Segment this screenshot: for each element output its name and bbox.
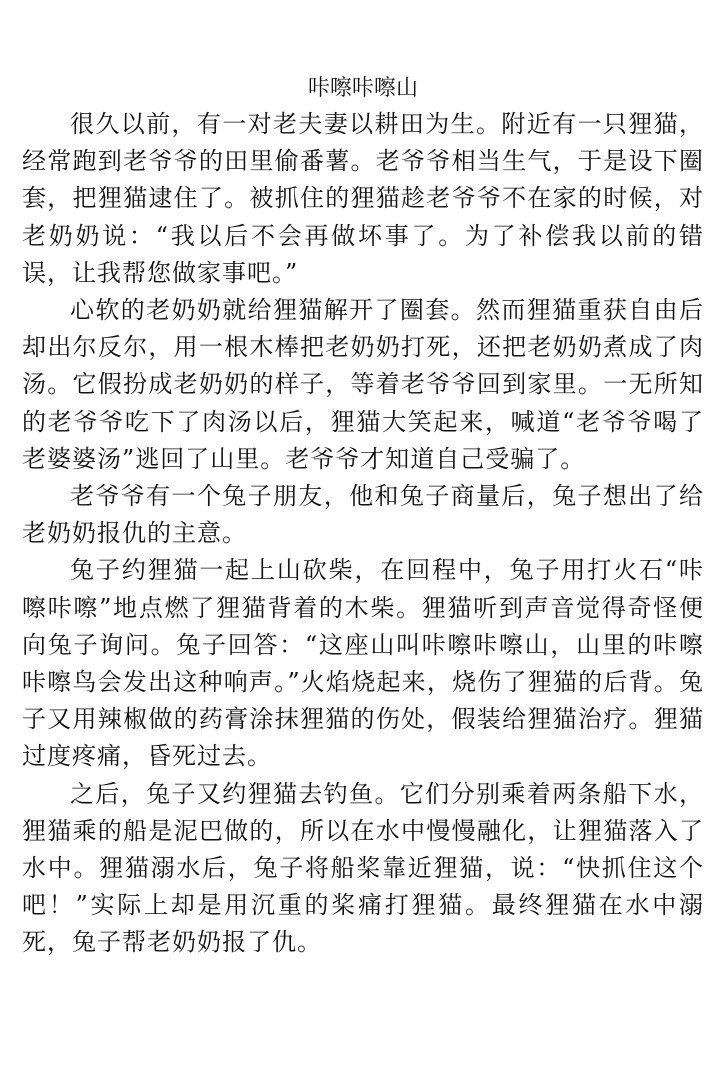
paragraph-4: 兔子约狸猫一起上山砍柴，在回程中，兔子用打火石“咔嚓咔嚓”地点燃了狸猫背着的木柴。狸猫听到声音觉得奇怪便向兔子询问。兔子回答：“这座山叫咔嚓咔嚓山，山里的咔嚓咔嚓鸟会发出这种响声。”火焰烧起来，烧伤了狸猫的后背。兔子又用辣椒做的药膏涂抹狸猫的伤处，假装给狸猫治疗。狸猫过度疼痛，昏死过去。 [22, 556, 704, 771]
paragraph-1: 很久以前，有一对老夫妻以耕田为生。附近有一只狸猫，经常跑到老爷爷的田里偷番薯。老爷爷相当生气，于是设下圈套，把狸猫逮住了。被抓住的狸猫趁老爷爷不在家的时候，对老奶奶说：“我以后不会再做坏事了。为了补偿我以前的错误，让我帮您做家事吧。” [22, 110, 704, 287]
document-title: 咔嚓咔嚓山 [307, 76, 418, 101]
paragraph-2: 心软的老奶奶就给狸猫解开了圈套。然而狸猫重获自由后却出尔反尔，用一根木棒把老奶奶打死，还把老奶奶煮成了肉汤。它假扮成老奶奶的样子，等着老爷爷回到家里。一无所知的老爷爷吃下了肉汤以后，狸猫大笑起来，喊道“老爷爷喝了老婆婆汤”逃回了山里。老爷爷才知道自己受骗了。 [22, 296, 704, 473]
paragraph-3: 老爷爷有一个兔子朋友，他和兔子商量后，兔子想出了给老奶奶报仇的主意。 [22, 482, 704, 548]
paragraph-5: 之后，兔子又约狸猫去钓鱼。它们分别乘着两条船下水，狸猫乘的船是泥巴做的，所以在水中慢慢融化，让狸猫落入了水中。狸猫溺水后，兔子将船桨靠近狸猫，说：“快抓住这个吧！”实际上却是用沉重的桨痛打狸猫。最终狸猫在水中溺死，兔子帮老奶奶报了仇。 [22, 779, 704, 957]
